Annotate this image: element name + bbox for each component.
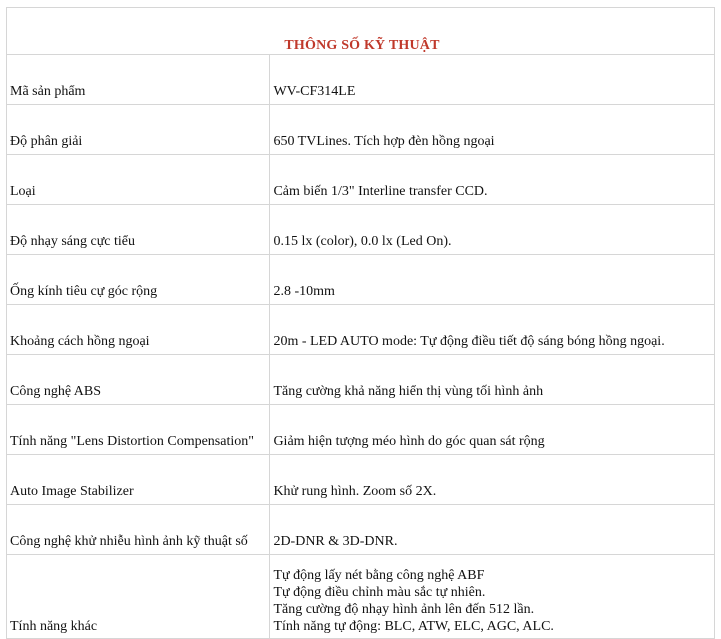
table-row [7,455,715,505]
row-label: Khoảng cách hồng ngoại [7,305,270,355]
feature-line: Tính năng tự động: BLC, ATW, ELC, AGC, ALC. [273,619,554,634]
table-row [7,205,715,255]
row-value: Cảm biến 1/3" Interline transfer CCD. [270,155,715,205]
table-row [7,305,715,355]
title-row [7,8,715,55]
row-value: Khử rung hình. Zoom số 2X. [270,455,715,505]
spec-table-container [6,7,715,639]
row-label: Loại [7,155,270,205]
table-row [7,255,715,305]
row-label: Độ phân giải [7,105,270,155]
feature-line: Tự động lấy nét bằng công nghệ ABF [273,568,485,583]
row-value: 20m - LED AUTO mode: Tự động điều tiết độ sáng bóng hồng ngoại. [270,305,715,355]
feature-line: Tăng cường độ nhạy hình ảnh lên đến 512 lần. [273,602,535,617]
row-value: WV-CF314LE [270,55,715,105]
table-row [7,405,715,455]
feature-line: Tự động điều chỉnh màu sắc tự nhiên. [273,585,486,600]
title-cell [7,8,715,55]
row-label: Độ nhạy sáng cực tiểu [7,205,270,255]
table-title: THÔNG SỐ KỸ THUẬT [284,38,440,53]
table-row-other-features [7,555,715,639]
row-label: Tính năng khác [7,555,270,639]
table-row [7,355,715,405]
row-value: 0.15 lx (color), 0.0 lx (Led On). [270,205,715,255]
row-label: Tính năng "Lens Distortion Compensation" [7,405,270,455]
row-label: Ống kính tiêu cự góc rộng [7,255,270,305]
row-label: Công nghệ khử nhiễu hình ảnh kỹ thuật số [7,505,270,555]
table-row [7,155,715,205]
row-label: Mã sản phẩm [7,55,270,105]
table-row [7,105,715,155]
table-row [7,505,715,555]
row-value-multiline [270,555,715,639]
table-row [7,55,715,105]
row-label: Công nghệ ABS [7,355,270,405]
spec-table [6,7,715,639]
row-value: Tăng cường khả năng hiển thị vùng tối hình ảnh [270,355,715,405]
row-value: 2D-DNR & 3D-DNR. [270,505,715,555]
row-value: 650 TVLines. Tích hợp đèn hồng ngoại [270,105,715,155]
row-value: Giảm hiện tượng méo hình do góc quan sát rộng [270,405,715,455]
row-label: Auto Image Stabilizer [7,455,270,505]
row-value: 2.8 -10mm [270,255,715,305]
